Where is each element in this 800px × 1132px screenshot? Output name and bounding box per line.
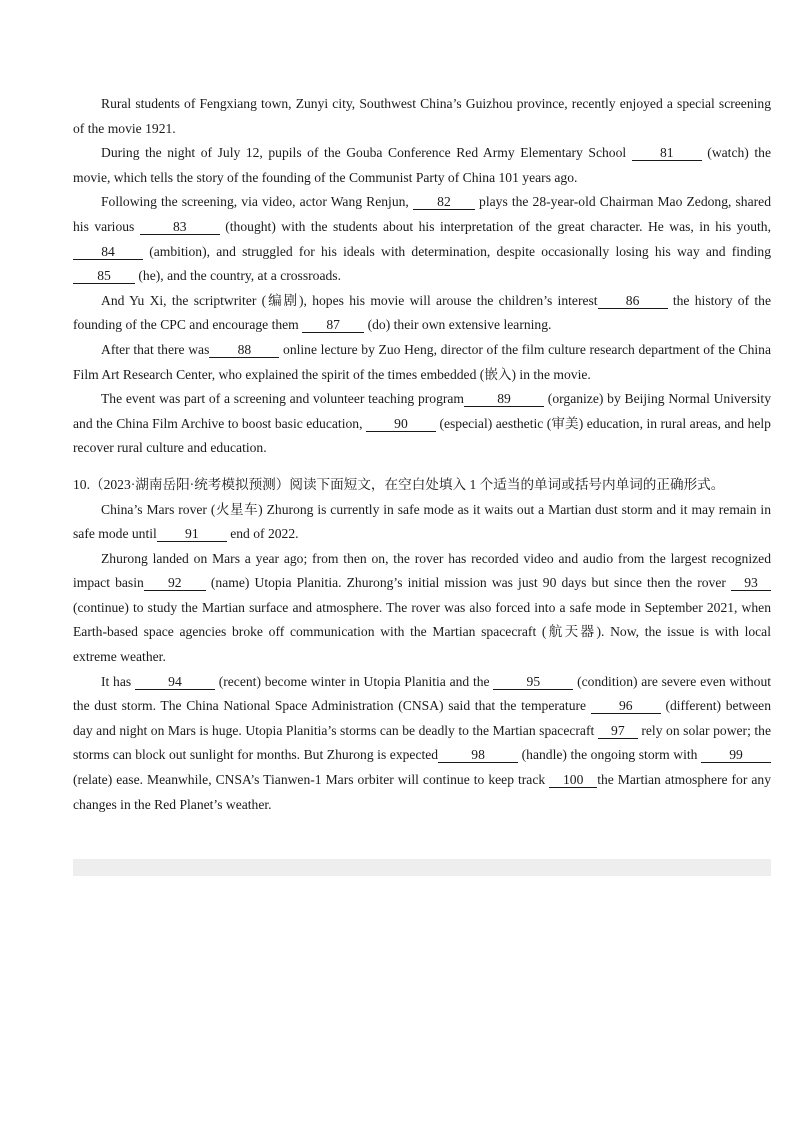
text: China’s Mars rover (火星车) Zhurong is currently in safe mode as it waits out a Martian dust storm and it may remain in safe mode until bbox=[73, 501, 771, 542]
text: (condition) are severe even without the dust storm. The China National Space Administration (CNSA) said that the temperature bbox=[73, 673, 772, 714]
text: It has bbox=[101, 673, 132, 689]
blank-88[interactable]: 88 bbox=[209, 342, 279, 358]
passage2-paragraph-2 bbox=[73, 547, 771, 670]
blank-86[interactable]: 86 bbox=[598, 293, 668, 309]
blank-100[interactable]: 100 bbox=[549, 772, 597, 788]
text: (thought) with the students about his interpretation of the great character. He was, in his youth, bbox=[225, 218, 771, 234]
text: Following the screening, via video, actor Wang Renjun, bbox=[101, 194, 409, 210]
blank-92[interactable]: 92 bbox=[144, 575, 206, 591]
blank-87[interactable]: 87 bbox=[302, 317, 364, 333]
blank-83[interactable]: 83 bbox=[140, 219, 220, 235]
blank-81[interactable]: 81 bbox=[632, 145, 702, 161]
passage1-paragraph-5 bbox=[73, 338, 771, 387]
text: (relate) ease. Meanwhile, CNSA’s Tianwen-1 Mars orbiter will continue to keep track bbox=[73, 772, 546, 788]
text: end of 2022. bbox=[230, 526, 299, 542]
text: After that there was bbox=[101, 341, 210, 357]
text: The event was part of a screening and volunteer teaching program bbox=[101, 391, 465, 407]
text: rely on solar power; the storms can block out sunlight for months. But Zhurong is expected bbox=[73, 722, 772, 763]
passage1-paragraph-6 bbox=[73, 387, 771, 461]
text: (different) between day and night on Mars is huge. Utopia Planitia’s storms can be deadly to the Martian spacecraft bbox=[73, 698, 772, 738]
passage1-paragraph-2 bbox=[73, 141, 771, 190]
text: And Yu Xi, the scriptwriter (编剧), hopes his movie will arouse the children’s interest bbox=[101, 292, 598, 308]
blank-96[interactable]: 96 bbox=[591, 698, 661, 714]
question-10-heading: 10.（2023·湖南岳阳·统考模拟预测）阅读下面短文，在空白处填入 1 个适当的单词或括号内单词的正确形式。 bbox=[73, 476, 725, 492]
footer-divider-bar bbox=[73, 859, 771, 876]
text: (do) their own extensive learning. bbox=[367, 317, 552, 333]
blank-91[interactable]: 91 bbox=[157, 526, 227, 542]
passage1-paragraph-1 bbox=[73, 92, 771, 141]
text: the Martian atmosphere for any changes in the Red Planet’s weather. bbox=[73, 772, 771, 812]
blank-93[interactable]: 93 bbox=[731, 575, 771, 591]
blank-99[interactable]: 99 bbox=[701, 747, 771, 763]
text: (organize) by Beijing Normal University and the China Film Archive to boost basic education, bbox=[73, 391, 771, 431]
text: (name) Utopia Planitia. Zhurong’s initial mission was just 90 days but since then the rover bbox=[210, 575, 726, 591]
text: (especial) aesthetic (审美) education, in rural areas, and help recover rural culture and education. bbox=[73, 415, 771, 456]
text: (recent) become winter in Utopia Planitia and the bbox=[218, 673, 490, 689]
blank-85[interactable]: 85 bbox=[73, 268, 135, 284]
text: (ambition), and struggled for his ideals with determination, despite occasionally losing his way and finding bbox=[149, 243, 771, 259]
text: During the night of July 12, pupils of the Gouba Conference Red Army Elementary School bbox=[101, 145, 627, 161]
text: the history of the founding of the CPC and encourage them bbox=[73, 292, 771, 333]
passage2-paragraph-1 bbox=[73, 498, 771, 547]
text: Zhurong landed on Mars a year ago; from then on, the rover has recorded video and audio from the largest recognized impact basin bbox=[73, 550, 771, 591]
text: Rural students of Fengxiang town, Zunyi city, Southwest China’s Guizhou province, recently enjoyed a special screening of the movie 1921. bbox=[73, 96, 771, 136]
blank-84[interactable]: 84 bbox=[73, 244, 143, 260]
text: (watch) the movie, which tells the story of the founding of the Communist Party of China 101 years ago. bbox=[73, 145, 771, 185]
blank-98[interactable]: 98 bbox=[438, 747, 518, 763]
passage2-paragraph-3 bbox=[73, 670, 771, 818]
passage1-paragraph-4 bbox=[73, 289, 771, 338]
blank-97[interactable]: 97 bbox=[598, 723, 638, 739]
blank-89[interactable]: 89 bbox=[464, 391, 544, 407]
text: (continue) to study the Martian surface and atmosphere. The rover was also forced into a safe mode in September 2021, when Earth-based space agencies broke off communication with the Martian spacecraft (航天器). Now, the issue is with local extreme weather. bbox=[73, 599, 771, 665]
blank-95[interactable]: 95 bbox=[493, 674, 573, 690]
blank-82[interactable]: 82 bbox=[413, 194, 475, 210]
blank-94[interactable]: 94 bbox=[135, 674, 215, 690]
text: (he), and the country, at a crossroads. bbox=[138, 268, 341, 284]
document-page bbox=[73, 92, 771, 817]
text: (handle) the ongoing storm with bbox=[521, 747, 698, 763]
blank-90[interactable]: 90 bbox=[366, 416, 436, 432]
passage1-paragraph-3 bbox=[73, 190, 771, 288]
text: online lecture by Zuo Heng, director of the film culture research department of the China Film Art Research Center, who explained the spirit of the times embedded (嵌入) in the movie. bbox=[73, 341, 771, 382]
text: plays the 28-year-old Chairman Mao Zedong, shared his various bbox=[73, 194, 771, 234]
